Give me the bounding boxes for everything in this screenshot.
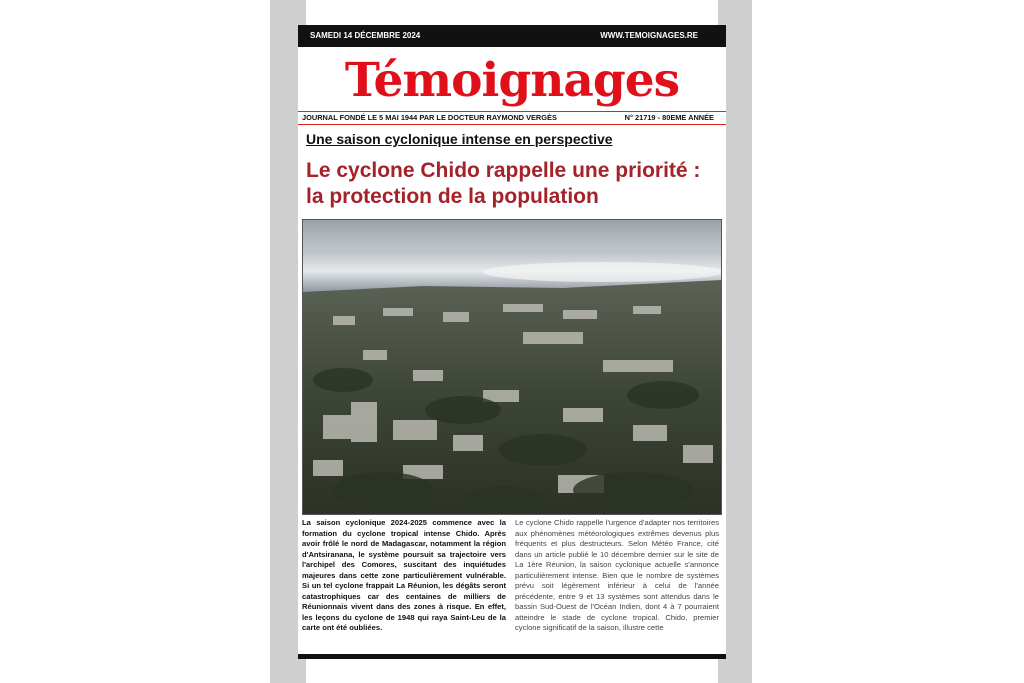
masthead-rule-top <box>298 111 726 112</box>
article-headline <box>306 158 726 210</box>
newspaper-page <box>298 25 726 659</box>
founded-line: JOURNAL FONDÉ LE 5 MAI 1944 PAR LE DOCTEUR RAYMOND VERGÈS <box>302 113 557 122</box>
headline-line-2: la protection de la population <box>306 185 599 208</box>
article-photo <box>302 219 722 515</box>
article-kicker: Une saison cyclonique intense en perspective <box>306 131 613 147</box>
masthead-title: Témoignages <box>344 53 680 108</box>
issue-date: SAMEDI 14 DÉCEMBRE 2024 <box>310 31 421 40</box>
article-column-2: Le cyclone Chido rappelle l'urgence d'adapter nos territoires aux phénomènes météorologiques extrêmes devenus plus fréquents et plus destructeurs. Selon Météo France, cité dans un article publié le 10 décembre dernier sur le site de La 1ère Réunion, la saison cyclonique actuelle s'annonce particulièrement intense. Bien que le nombre de systèmes prévu soit légèrement inférieur à celui de l'année précédente, entre 9 et 13 systèmes sont attendus dans le bassin Sud-Ouest de l'Océan Indien, dont 4 à 7 pourraient atteindre le stade de cyclone tropical. Chido, premier cyclone significatif de la saison, illustre cette <box>515 518 719 632</box>
issue-number: N° 21719 - 80EME ANNÉE <box>624 113 714 122</box>
website-link[interactable]: WWW.TEMOIGNAGES.RE <box>600 31 698 40</box>
top-bar <box>298 25 726 47</box>
city-aerial-photo <box>303 220 721 514</box>
bottom-bar <box>298 654 726 659</box>
masthead-rule-bottom <box>298 124 726 125</box>
headline-line-1: Le cyclone Chido rappelle une priorité : <box>306 159 701 182</box>
article-column-1: La saison cyclonique 2024-2025 commence avec la formation du cyclone tropical intense Chido. Après avoir frôlé le nord de Madagascar, notamment la région d'Antsiranana, le système poursuit sa trajectoire vers l'archipel des Comores, suscitant des inquiétudes majeures dans cette zone particulièrement vulnérable. Si un tel cyclone frappait La Réunion, les dégâts seront catastrophiques car des centaines de milliers de Réunionnais vivent dans des zones à risque. En effet, les leçons du cyclone de 1948 qui raya Saint-Leu de la carte ont été oubliées. <box>302 518 506 632</box>
